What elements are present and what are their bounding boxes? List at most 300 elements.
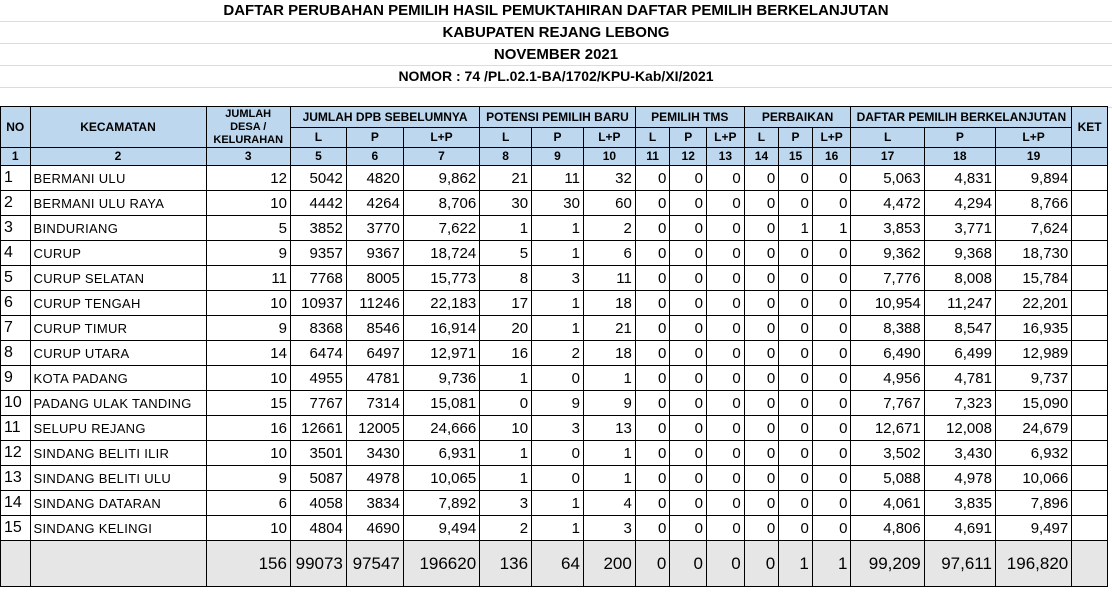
cell-value: 3834 [346, 491, 403, 516]
table-row [1, 291, 1108, 316]
cell-value: 4,061 [851, 491, 924, 516]
cell-value: 0 [670, 291, 707, 316]
ket-cell [1072, 366, 1108, 391]
cell-value: 0 [707, 191, 745, 216]
cell-value: 0 [670, 416, 707, 441]
cell-value: 4,831 [924, 166, 995, 191]
cell-value: 0 [779, 466, 813, 491]
cell-value: 9 [532, 391, 584, 416]
cell-value: 10 [206, 516, 290, 541]
spacer-row [0, 88, 1112, 108]
cell-value: 5087 [290, 466, 346, 491]
cell-value: 7,767 [851, 391, 924, 416]
total-value: 99,209 [851, 541, 924, 587]
cell-value: 3501 [290, 441, 346, 466]
cell-value: 22,201 [995, 291, 1071, 316]
cell-value: 12661 [290, 416, 346, 441]
cell-value: 0 [744, 216, 779, 241]
total-value: 196620 [403, 541, 479, 587]
header-no: NO [1, 107, 31, 148]
cell-value: 18 [583, 341, 635, 366]
cell-value: 20 [480, 316, 532, 341]
cell-value: 0 [635, 491, 670, 516]
cell-value: 6,490 [851, 341, 924, 366]
table-row [1, 266, 1108, 291]
kecamatan-name: BINDURIANG [30, 216, 206, 241]
cell-value: 22,183 [403, 291, 479, 316]
cell-value: 10 [480, 416, 532, 441]
cell-value: 4,956 [851, 366, 924, 391]
col-number: 18 [924, 148, 995, 166]
cell-value: 7,622 [403, 216, 479, 241]
cell-value: 0 [812, 241, 851, 266]
cell-value: 0 [670, 266, 707, 291]
cell-value: 0 [670, 166, 707, 191]
cell-value: 1 [532, 241, 584, 266]
cell-value: 12,008 [924, 416, 995, 441]
col-number: 14 [744, 148, 779, 166]
cell-value: 4,978 [924, 466, 995, 491]
cell-value: 5,063 [851, 166, 924, 191]
total-value: 97547 [346, 541, 403, 587]
cell-value: 0 [670, 366, 707, 391]
header-perbaikan: PERBAIKAN [744, 107, 851, 128]
cell-value: 0 [779, 366, 813, 391]
cell-value: 32 [583, 166, 635, 191]
kecamatan-name: CURUP SELATAN [30, 266, 206, 291]
cell-value: 10,954 [851, 291, 924, 316]
cell-value: 11246 [346, 291, 403, 316]
row-number: 3 [1, 216, 31, 241]
cell-value: 6474 [290, 341, 346, 366]
cell-value: 9,362 [851, 241, 924, 266]
cell-value: 15,081 [403, 391, 479, 416]
table-row [1, 341, 1108, 366]
cell-value: 4058 [290, 491, 346, 516]
total-value: 156 [206, 541, 290, 587]
cell-value: 0 [744, 316, 779, 341]
cell-value: 0 [779, 166, 813, 191]
cell-value: 12,989 [995, 341, 1071, 366]
row-number: 15 [1, 516, 31, 541]
cell-value: 0 [707, 416, 745, 441]
cell-value: 0 [779, 441, 813, 466]
kecamatan-name: SELUPU REJANG [30, 416, 206, 441]
cell-value: 11 [206, 266, 290, 291]
kecamatan-name: CURUP [30, 241, 206, 266]
cell-value: 1 [480, 466, 532, 491]
cell-value: 6 [206, 491, 290, 516]
cell-value: 4,781 [924, 366, 995, 391]
kecamatan-name: CURUP TIMUR [30, 316, 206, 341]
cell-value: 0 [635, 516, 670, 541]
cell-value: 7,776 [851, 266, 924, 291]
kecamatan-name: SINDANG KELINGI [30, 516, 206, 541]
table-row [1, 466, 1108, 491]
ket-cell [1072, 491, 1108, 516]
subheader-l: L [480, 128, 532, 148]
cell-value: 9,737 [995, 366, 1071, 391]
row-number: 12 [1, 441, 31, 466]
cell-value: 0 [812, 266, 851, 291]
total-value: 200 [583, 541, 635, 587]
total-value: 136 [480, 541, 532, 587]
cell-value: 0 [635, 241, 670, 266]
cell-value: 15,784 [995, 266, 1071, 291]
ket-cell [1072, 316, 1108, 341]
cell-value: 0 [812, 416, 851, 441]
subheader-lp: L+P [583, 128, 635, 148]
col-number: 13 [707, 148, 745, 166]
cell-value: 0 [744, 291, 779, 316]
row-number: 5 [1, 266, 31, 291]
cell-value: 7,323 [924, 391, 995, 416]
cell-value: 0 [744, 416, 779, 441]
cell-value: 11 [583, 266, 635, 291]
cell-value: 10,065 [403, 466, 479, 491]
kecamatan-name: SINDANG BELITI ILIR [30, 441, 206, 466]
cell-value: 0 [707, 216, 745, 241]
cell-value: 0 [635, 216, 670, 241]
cell-value: 9,862 [403, 166, 479, 191]
cell-value: 0 [744, 466, 779, 491]
cell-value: 0 [744, 166, 779, 191]
col-number: 1 [1, 148, 31, 166]
cell-value: 24,666 [403, 416, 479, 441]
subheader-lp: L+P [812, 128, 851, 148]
cell-value: 4442 [290, 191, 346, 216]
cell-value: 8,766 [995, 191, 1071, 216]
cell-value: 4804 [290, 516, 346, 541]
header-kecamatan: KECAMATAN [30, 107, 206, 148]
cell-value: 0 [779, 191, 813, 216]
ket-cell [1072, 166, 1108, 191]
cell-value: 4264 [346, 191, 403, 216]
row-number: 10 [1, 391, 31, 416]
cell-value: 0 [635, 441, 670, 466]
row-number: 6 [1, 291, 31, 316]
cell-value: 0 [707, 166, 745, 191]
cell-value: 9,736 [403, 366, 479, 391]
cell-value: 0 [635, 191, 670, 216]
subheader-p: P [670, 128, 707, 148]
cell-value: 0 [670, 191, 707, 216]
cell-value: 4,691 [924, 516, 995, 541]
cell-value: 0 [707, 316, 745, 341]
row-number: 14 [1, 491, 31, 516]
cell-value: 0 [707, 491, 745, 516]
cell-value: 11,247 [924, 291, 995, 316]
cell-value: 5 [480, 241, 532, 266]
row-number: 11 [1, 416, 31, 441]
col-number: 9 [532, 148, 584, 166]
total-value: 97,611 [924, 541, 995, 587]
cell-value: 8368 [290, 316, 346, 341]
ket-cell [1072, 516, 1108, 541]
cell-value: 1 [480, 366, 532, 391]
cell-value: 0 [812, 316, 851, 341]
ket-cell [1072, 216, 1108, 241]
cell-value: 6,499 [924, 341, 995, 366]
total-value: 196,820 [995, 541, 1071, 587]
cell-value: 10937 [290, 291, 346, 316]
col-number: 17 [851, 148, 924, 166]
cell-value: 60 [583, 191, 635, 216]
ket-cell [1072, 441, 1108, 466]
cell-value: 9,497 [995, 516, 1071, 541]
table-row [1, 316, 1108, 341]
table-row [1, 441, 1108, 466]
title-line-2: KABUPATEN REJANG LEBONG [0, 22, 1112, 44]
table-row [1, 366, 1108, 391]
col-number: 12 [670, 148, 707, 166]
ket-cell [1072, 391, 1108, 416]
cell-value: 7,624 [995, 216, 1071, 241]
header-dpb-sebelumnya: JUMLAH DPB SEBELUMNYA [290, 107, 479, 128]
cell-value: 3,430 [924, 441, 995, 466]
cell-value: 12,971 [403, 341, 479, 366]
cell-value: 1 [532, 491, 584, 516]
cell-value: 12005 [346, 416, 403, 441]
cell-value: 0 [744, 191, 779, 216]
kecamatan-name: CURUP TENGAH [30, 291, 206, 316]
cell-value: 4781 [346, 366, 403, 391]
header-tms: PEMILIH TMS [635, 107, 744, 128]
cell-value: 0 [635, 166, 670, 191]
cell-value: 30 [480, 191, 532, 216]
report-header [0, 0, 1112, 108]
cell-value: 3852 [290, 216, 346, 241]
cell-value: 8005 [346, 266, 403, 291]
cell-value: 7767 [290, 391, 346, 416]
subheader-l: L [851, 128, 924, 148]
cell-value: 0 [670, 491, 707, 516]
col-number: 5 [290, 148, 346, 166]
cell-value: 0 [532, 441, 584, 466]
table-row [1, 516, 1108, 541]
cell-value: 0 [670, 516, 707, 541]
col-number: 11 [635, 148, 670, 166]
total-value: 0 [670, 541, 707, 587]
cell-value: 3 [583, 516, 635, 541]
cell-value: 3 [532, 266, 584, 291]
cell-value: 0 [707, 516, 745, 541]
col-number: 16 [812, 148, 851, 166]
cell-value: 0 [779, 266, 813, 291]
col-number: 15 [779, 148, 813, 166]
cell-value: 9 [206, 466, 290, 491]
cell-value: 5 [206, 216, 290, 241]
ket-cell [1072, 266, 1108, 291]
total-value: 1 [779, 541, 813, 587]
cell-value: 0 [670, 341, 707, 366]
cell-value: 0 [635, 391, 670, 416]
cell-value: 21 [583, 316, 635, 341]
cell-value: 14 [206, 341, 290, 366]
kecamatan-name: SINDANG BELITI ULU [30, 466, 206, 491]
cell-value: 17 [480, 291, 532, 316]
cell-value: 0 [635, 366, 670, 391]
total-blank-cell [30, 541, 206, 587]
cell-value: 8546 [346, 316, 403, 341]
header-jumlah-desa: JUMLAH DESA / KELURAHAN [206, 107, 290, 148]
cell-value: 15,090 [995, 391, 1071, 416]
cell-value: 0 [707, 466, 745, 491]
cell-value: 7,892 [403, 491, 479, 516]
cell-value: 4 [583, 491, 635, 516]
ket-cell [1072, 291, 1108, 316]
cell-value: 0 [670, 441, 707, 466]
cell-value: 15,773 [403, 266, 479, 291]
cell-value: 0 [635, 416, 670, 441]
kecamatan-name: PADANG ULAK TANDING [30, 391, 206, 416]
total-value: 0 [635, 541, 670, 587]
cell-value: 0 [744, 241, 779, 266]
kecamatan-name: CURUP UTARA [30, 341, 206, 366]
ket-cell [1072, 416, 1108, 441]
cell-value: 0 [779, 341, 813, 366]
ket-cell [1072, 191, 1108, 216]
total-ket-cell [1072, 541, 1108, 587]
cell-value: 1 [532, 316, 584, 341]
cell-value: 0 [779, 416, 813, 441]
ket-cell [1072, 341, 1108, 366]
cell-value: 10 [206, 441, 290, 466]
col-number: 8 [480, 148, 532, 166]
header-dpb: DAFTAR PEMILIH BERKELANJUTAN [851, 107, 1072, 128]
cell-value: 18,724 [403, 241, 479, 266]
table-row [1, 416, 1108, 441]
cell-value: 3,502 [851, 441, 924, 466]
header-ket: KET [1072, 107, 1108, 148]
kecamatan-name: SINDANG DATARAN [30, 491, 206, 516]
cell-value: 0 [812, 291, 851, 316]
kecamatan-name: BERMANI ULU [30, 166, 206, 191]
cell-value: 8,388 [851, 316, 924, 341]
cell-value: 0 [779, 391, 813, 416]
cell-value: 0 [670, 216, 707, 241]
cell-value: 9367 [346, 241, 403, 266]
cell-value: 0 [744, 266, 779, 291]
cell-value: 6 [583, 241, 635, 266]
cell-value: 3 [480, 491, 532, 516]
cell-value: 0 [812, 191, 851, 216]
cell-value: 0 [635, 341, 670, 366]
cell-value: 9 [206, 316, 290, 341]
cell-value: 30 [532, 191, 584, 216]
kecamatan-name: KOTA PADANG [30, 366, 206, 391]
total-value: 0 [707, 541, 745, 587]
cell-value: 16,935 [995, 316, 1071, 341]
cell-value: 0 [779, 316, 813, 341]
cell-value: 0 [670, 466, 707, 491]
total-value: 1 [812, 541, 851, 587]
cell-value: 9 [583, 391, 635, 416]
table-row [1, 216, 1108, 241]
cell-value: 4978 [346, 466, 403, 491]
table-row [1, 191, 1108, 216]
cell-value: 0 [635, 291, 670, 316]
cell-value: 1 [480, 441, 532, 466]
cell-value: 0 [707, 291, 745, 316]
cell-value: 0 [744, 341, 779, 366]
header-potensi: POTENSI PEMILIH BARU [480, 107, 636, 128]
kecamatan-name: BERMANI ULU RAYA [30, 191, 206, 216]
row-number: 8 [1, 341, 31, 366]
cell-value: 9,368 [924, 241, 995, 266]
total-row [1, 541, 1108, 587]
cell-value: 0 [480, 391, 532, 416]
cell-value: 21 [480, 166, 532, 191]
cell-value: 1 [532, 516, 584, 541]
cell-value: 1 [583, 466, 635, 491]
subheader-l: L [744, 128, 779, 148]
cell-value: 0 [812, 366, 851, 391]
cell-value: 0 [744, 366, 779, 391]
cell-value: 0 [812, 441, 851, 466]
cell-value: 4820 [346, 166, 403, 191]
cell-value: 4955 [290, 366, 346, 391]
cell-value: 0 [812, 491, 851, 516]
cell-value: 0 [532, 466, 584, 491]
total-value: 99073 [290, 541, 346, 587]
table-row [1, 491, 1108, 516]
cell-value: 0 [744, 516, 779, 541]
document-number: NOMOR : 74 /PL.02.1-BA/1702/KPU-Kab/XI/2021 [0, 66, 1112, 88]
cell-value: 1 [532, 291, 584, 316]
cell-value: 6,932 [995, 441, 1071, 466]
cell-value: 6,931 [403, 441, 479, 466]
col-number-ket [1072, 148, 1108, 166]
cell-value: 0 [670, 316, 707, 341]
cell-value: 0 [744, 491, 779, 516]
cell-value: 16,914 [403, 316, 479, 341]
cell-value: 0 [707, 241, 745, 266]
cell-value: 6497 [346, 341, 403, 366]
subheader-p: P [779, 128, 813, 148]
cell-value: 10 [206, 291, 290, 316]
cell-value: 0 [744, 391, 779, 416]
cell-value: 0 [707, 341, 745, 366]
cell-value: 9,494 [403, 516, 479, 541]
title-line-1: DAFTAR PERUBAHAN PEMILIH HASIL PEMUKTAHIRAN DAFTAR PEMILIH BERKELANJUTAN [0, 0, 1112, 22]
col-number: 10 [583, 148, 635, 166]
cell-value: 5,088 [851, 466, 924, 491]
cell-value: 8,547 [924, 316, 995, 341]
row-number: 1 [1, 166, 31, 191]
cell-value: 9357 [290, 241, 346, 266]
cell-value: 11 [532, 166, 584, 191]
col-number: 2 [30, 148, 206, 166]
title-line-3: NOVEMBER 2021 [0, 44, 1112, 66]
cell-value: 10 [206, 366, 290, 391]
cell-value: 5042 [290, 166, 346, 191]
cell-value: 0 [635, 266, 670, 291]
subheader-p: P [924, 128, 995, 148]
cell-value: 3 [532, 416, 584, 441]
subheader-l: L [635, 128, 670, 148]
cell-value: 1 [480, 216, 532, 241]
table-row [1, 166, 1108, 191]
cell-value: 3770 [346, 216, 403, 241]
cell-value: 3430 [346, 441, 403, 466]
cell-value: 4,472 [851, 191, 924, 216]
total-value: 0 [744, 541, 779, 587]
cell-value: 3,771 [924, 216, 995, 241]
cell-value: 1 [532, 216, 584, 241]
subheader-p: P [346, 128, 403, 148]
cell-value: 1 [583, 366, 635, 391]
